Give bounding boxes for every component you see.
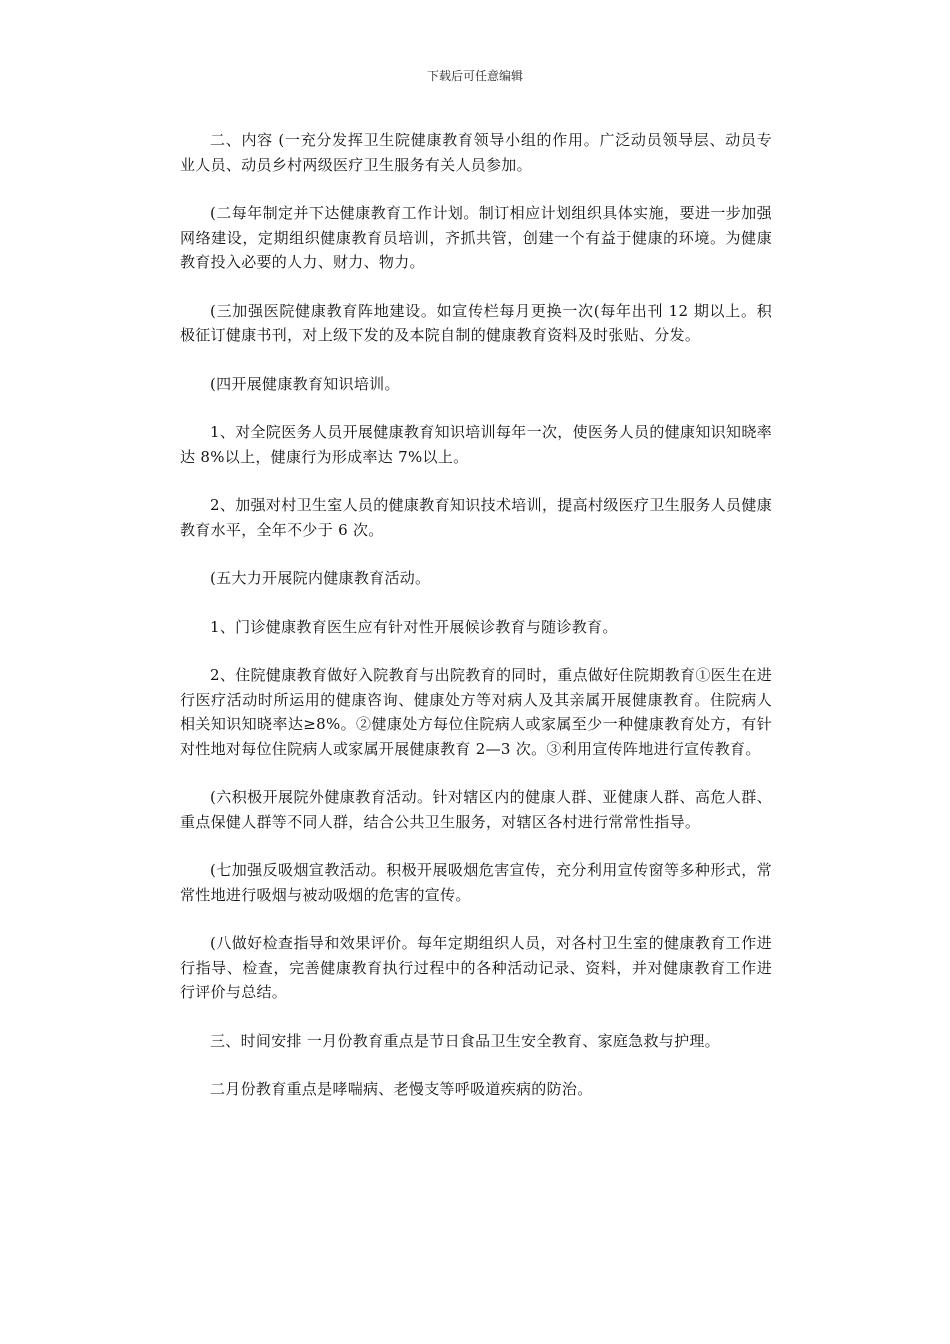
paragraph-outreach: (六积极开展院外健康教育活动。针对辖区内的健康人群、亚健康人群、高危人群、重点保健人群等不同人群，结合公共卫生服务，对辖区各村进行常常性指导。	[180, 788, 772, 831]
paragraph-inpatient-education: 2、住院健康教育做好入院教育与出院教育的同时，重点做好住院期教育①医生在进行医疗活动时所运用的健康咨询、健康处方等对病人及其亲属开展健康教育。住院病人相关知识知晓率达≥8%。②健康处方每位住院病人或家属至少一种健康教育处方，有针对性地对每位住院病人或家属开展健康教育 2—3 次。③利用宣传阵地进行宣传教育。	[180, 666, 772, 758]
paragraph-outpatient-education: 1、门诊健康教育医生应有针对性开展候诊教育与随诊教育。	[210, 617, 618, 636]
paragraph-evaluation: (八做好检查指导和效果评价。每年定期组织人员，对各村卫生室的健康教育工作进行指导、检查，完善健康教育执行过程中的各种活动记录、资料，并对健康教育工作进行评价与总结。	[180, 934, 772, 1001]
paragraph-training-staff: 1、对全院医务人员开展健康教育知识培训每年一次，使医务人员的健康知识知晓率达 8%以上，健康行为形成率达 7%以上。	[180, 423, 772, 466]
paragraph-training-heading: (四开展健康教育知识培训。	[210, 374, 400, 393]
paragraph-training-village: 2、加强对村卫生室人员的健康教育知识技术培训，提高村级医疗卫生服务人员健康教育水平，全年不少于 6 次。	[180, 496, 772, 539]
paragraph-anti-smoking: (七加强反吸烟宣教活动。积极开展吸烟危害宣传，充分利用宣传窗等多种形式，常常性地进行吸烟与被动吸烟的危害的宣传。	[180, 861, 772, 904]
page-header-note: 下载后可任意编辑	[426, 69, 523, 83]
paragraph-inpatient-heading: (五大力开展院内健康教育活动。	[210, 569, 431, 587]
paragraph-annual-plan: (二每年制定并下达健康教育工作计划。制订相应计划组织具体实施，要进一步加强网络建设，定期组织健康教育员培训，齐抓共管，创建一个有益于健康的环境。为健康教育投入必要的人力、财力、物力。	[180, 204, 772, 271]
paragraph-schedule-february: 二月份教育重点是哮喘病、老慢支等呼吸道疾病的防治。	[210, 1080, 593, 1098]
document-body	[180, 128, 772, 1126]
paragraph-publicity-base: (三加强医院健康教育阵地建设。如宣传栏每月更换一次(每年出刊 12 期以上。积极征订健康书刊，对上级下发的及本院自制的健康教育资料及时张贴、分发。	[180, 301, 772, 344]
paragraph-content-intro: 二、内容 (一充分发挥卫生院健康教育领导小组的作用。广泛动员领导层、动员专业人员、动员乡村两级医疗卫生服务有关人员参加。	[180, 131, 772, 174]
paragraph-schedule-january: 三、时间安排 一月份教育重点是节日食品卫生安全教育、家庭急救与护理。	[210, 1031, 720, 1050]
